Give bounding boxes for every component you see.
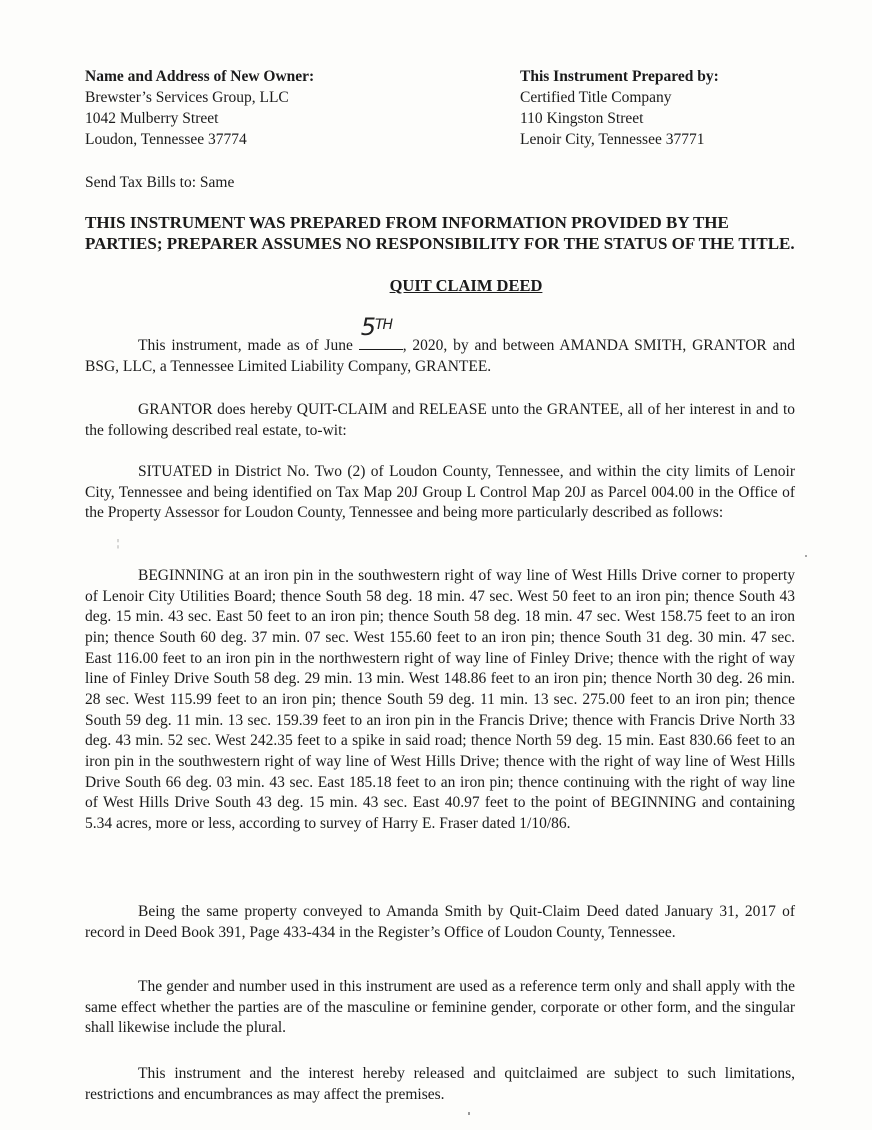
stray-mark: ¦: [117, 538, 120, 549]
new-owner-block: [85, 66, 465, 150]
preparer-city: Lenoir City, Tennessee 37771: [520, 131, 705, 148]
handwritten-date-blank: [359, 313, 403, 350]
deed-title-text: QUIT CLAIM DEED: [389, 276, 543, 295]
paragraph-parties: [85, 313, 795, 377]
new-owner-street: 1042 Mulberry Street: [85, 110, 219, 127]
speck: [468, 1112, 470, 1115]
new-owner-heading: Name and Address of New Owner:: [85, 68, 315, 85]
paragraph-being: [85, 902, 795, 943]
paragraph-gender: [85, 977, 795, 1039]
speck: [805, 555, 807, 557]
disclaimer: THIS INSTRUMENT WAS PREPARED FROM INFORMATION PROVIDED BY THE PARTIES; PREPARER ASSUMES NO RESPONSIBILITY FOR THE STATUS OF THE TITLE.: [85, 213, 795, 253]
quitclaim-text: GRANTOR does hereby QUIT-CLAIM and RELEASE unto the GRANTEE, all of her interest in and to the following described real estate, to-wit:: [85, 401, 795, 439]
situated-text: SITUATED in District No. Two (2) of Loudon County, Tennessee, and within the city limits of Lenoir City, Tennessee and being identified on Tax Map 20J Group L Control Map 20J as Parcel 004.00 in the Office of the Property Assessor for Loudon County, Tennessee and being more particularly described as follows:: [85, 463, 795, 522]
gender-text: The gender and number used in this instrument are used as a reference term only and shall apply with the same effect whether the parties are of the masculine or feminine gender, corporate or other form, and the singular shall likewise include the plural.: [85, 978, 795, 1037]
paragraph-quitclaim: [85, 400, 795, 441]
subject-text: This instrument and the interest hereby released and quitclaimed are subject to such limitations, restrictions and encumbrances as may affect the premises.: [85, 1065, 795, 1103]
paragraph-legal-description: [85, 566, 795, 835]
handwritten-date: [360, 313, 393, 341]
legal-description-text: BEGINNING at an iron pin in the southwestern right of way line of West Hills Drive corner to property of Lenoir City Utilities Board; thence South 58 deg. 18 min. 47 sec. West 50 feet to an iron pin; thence South 43 deg. 15 min. 43 sec. East 50 feet to an iron pin; thence South 58 deg. 18 min. 47 sec. West 158.75 feet to an iron pin; thence South 60 deg. 37 min. 07 sec. West 155.60 feet to an iron pin; thence South 31 deg. 30 min. 47 sec. East 116.00 feet to an iron pin in the northwestern right of way line of Finley Drive; thence with the right of way line of Finley Drive South 58 deg. 29 min. 13 min. West 148.86 feet to an iron pin; thence North 30 deg. 26 min. 28 sec. West 115.99 feet to an iron pin; thence South 59 deg. 11 min. 13 sec. 275.00 feet to an iron pin; thence South 59 deg. 11 min. 13 sec. 159.39 feet to an iron pin in the Francis Drive; thence with Francis Drive North 33 deg. 43 min. 52 sec. West 242.35 feet to a spike in said road; thence North 59 deg. 15 min. East 830.66 feet to an iron pin in the southwestern right of way line of West Hills Drive; thence with the right of way line of West Hills Drive South 66 deg. 03 min. 43 sec. East 185.18 feet to an iron pin; thence continuing with the right of way line of West Hills Drive South 43 deg. 15 min. 43 sec. East 40.97 feet to the point of BEGINNING and containing 5.34 acres, more or less, according to survey of Harry E. Fraser dated 1/10/86.: [85, 567, 795, 832]
preparer-heading: This Instrument Prepared by:: [520, 68, 719, 85]
tax-bills-line: Send Tax Bills to: Same: [85, 174, 235, 191]
deed-title: [0, 276, 872, 296]
handwritten-day: 5: [360, 313, 375, 341]
new-owner-city: Loudon, Tennessee 37774: [85, 131, 247, 148]
new-owner-name: Brewster’s Services Group, LLC: [85, 89, 289, 106]
being-text: Being the same property conveyed to Amanda Smith by Quit-Claim Deed dated January 31, 2017 of record in Deed Book 391, Page 433-434 in the Register’s Office of Loudon County, Tennessee.: [85, 903, 795, 941]
paragraph-subject: [85, 1064, 795, 1105]
preparer-street: 110 Kingston Street: [520, 110, 644, 127]
preparer-block: [520, 66, 840, 150]
handwritten-suffix: TH: [374, 317, 393, 333]
paragraph-situated: [85, 462, 795, 524]
parties-rest: , 2020, by and between AMANDA SMITH, GRANTOR and BSG, LLC, a Tennessee Limited Liability Company, GRANTEE.: [85, 337, 795, 375]
preparer-name: Certified Title Company: [520, 89, 672, 106]
parties-intro: This instrument, made as of June: [138, 337, 353, 354]
